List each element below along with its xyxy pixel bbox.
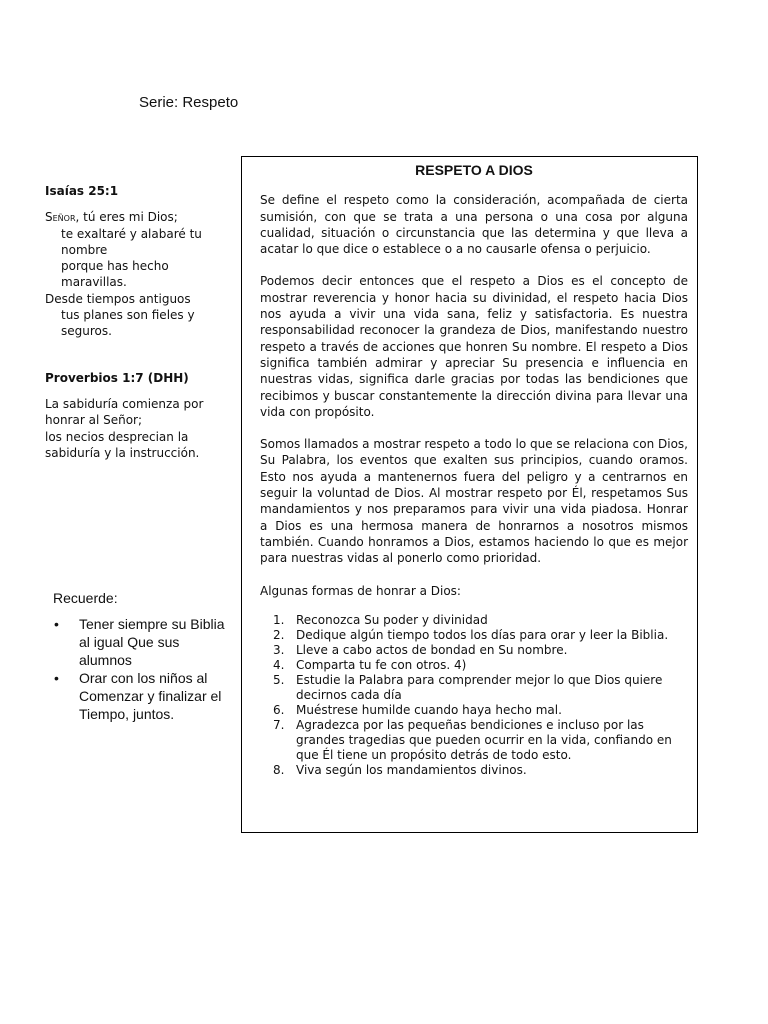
list-number: 5. <box>273 672 285 687</box>
remember-item-text: Orar con los niños al Comenzar y finalizar el Tiempo, juntos. <box>79 670 222 722</box>
remember-item-text: Tener siempre su Biblia al igual Que sus alumnos <box>79 616 225 668</box>
verse-line-text: , tú eres mi Dios; <box>75 210 178 225</box>
list-intro: Algunas formas de honrar a Dios: <box>260 583 461 598</box>
list-number: 7. <box>273 717 285 732</box>
remember-section <box>53 590 233 723</box>
remember-title: Recuerde: <box>53 590 118 606</box>
list-item-text: Agradezca por las pequeñas bendiciones e incluso por las grandes tragedias que pueden ocurrir en la vida, confiando en que Él tiene un propósito detrás de todo esto. <box>296 717 672 762</box>
verse-line: tus planes son fieles y seguros. <box>61 308 195 339</box>
verse-line: te exaltaré y alabaré tu nombre <box>61 226 202 257</box>
isaiah-verse <box>45 209 225 339</box>
honor-list <box>260 613 688 778</box>
list-item-text: Reconozca Su poder y divinidad <box>296 612 488 627</box>
lesson-paragraph: Podemos decir entonces que el respeto a Dios es el concepto de mostrar reverencia y honor hacia su divinidad, el respeto hacia Dios nos ayuda a vivir una vida sana, feliz y satisfactoria. Es nuestra responsabilidad reconocer la grandeza de Dios, manifestando nuestro respeto a través de acciones que honren Su nombre. El respeto a Dios significa también admirar y apreciar Su presencia e influencia en nuestras vidas, significa darle gracias por todas las bendiciones que recibimos y buscar constantemente la dirección divina para llevar una vida con propósito. <box>260 274 688 419</box>
verse-line: porque has hecho maravillas. <box>61 259 169 290</box>
list-item-text: Lleve a cabo actos de bondad en Su nombre. <box>296 642 568 657</box>
honor-list-item <box>260 763 688 778</box>
verse-line: los necios desprecian la sabiduría y la instrucción. <box>45 429 200 460</box>
list-item-text: Comparta tu fe con otros. 4) <box>296 657 467 672</box>
honor-list-item <box>260 643 688 658</box>
list-number: 4. <box>273 657 285 672</box>
list-item-text: Muéstrese humilde cuando haya hecho mal. <box>296 702 562 717</box>
list-number: 1. <box>273 612 285 627</box>
list-number: 8. <box>273 762 285 777</box>
lesson-paragraph: Se define el respeto como la consideración, acompañada de cierta sumisión, con que se trata a una persona o una cosa por alguna cualidad, situación o circunstancia que las determina y que lleva a acatar lo que dice o establece o a no causarle ofensa o perjuicio. <box>260 193 688 257</box>
honor-list-item <box>260 628 688 643</box>
remember-list <box>53 615 233 723</box>
scripture-column <box>45 183 225 461</box>
honor-list-item <box>260 658 688 673</box>
lesson-paragraph: Somos llamados a mostrar respeto a todo lo que se relaciona con Dios, Su Palabra, los eventos que exalten sus principios, cuando oramos. Esto nos ayuda a mantenernos fuera del peligro y a centrarnos en seguir la voluntad de Dios. Al mostrar respeto por Él, respetamos Sus mandamientos y nos preparamos para vivir una vida piadosa. Honrar a Dios es una hermosa manera de honrarnos a nosotros mismos también. Cuando honramos a Dios, estamos haciendo lo que es mejor para nuestras vidas al ponerlo como prioridad. <box>260 437 688 566</box>
list-number: 3. <box>273 642 285 657</box>
bullet-icon: • <box>54 616 59 632</box>
list-number: 2. <box>273 627 285 642</box>
honor-list-item <box>260 673 688 703</box>
lesson-title: RESPETO A DIOS <box>415 162 533 178</box>
list-item-text: Viva según los mandamientos divinos. <box>296 762 527 777</box>
lord-small-caps: Señor <box>45 210 76 225</box>
verse-line <box>45 209 225 225</box>
proverbs-verse <box>45 396 225 461</box>
proverbs-reference: Proverbios 1:7 (DHH) <box>45 370 189 385</box>
verse-line: La sabiduría comienza por honrar al Señor; <box>45 396 204 428</box>
honor-list-item <box>260 613 688 628</box>
isaiah-reference: Isaías 25:1 <box>45 184 119 198</box>
isaiah-block <box>45 183 225 340</box>
series-title: Serie: Respeto <box>139 94 239 111</box>
honor-list-item <box>260 718 688 763</box>
lesson-box <box>241 156 698 833</box>
proverbs-block <box>45 370 225 461</box>
remember-item <box>53 615 233 669</box>
list-item-text: Estudie la Palabra para comprender mejor lo que Dios quiere decirnos cada día <box>296 672 663 702</box>
remember-item <box>53 669 233 723</box>
bullet-icon: • <box>54 670 59 686</box>
list-item-text: Dedique algún tiempo todos los días para orar y leer la Biblia. <box>296 627 669 642</box>
list-number: 6. <box>273 702 285 717</box>
honor-list-item <box>260 703 688 718</box>
verse-line: Desde tiempos antiguos <box>45 291 191 306</box>
